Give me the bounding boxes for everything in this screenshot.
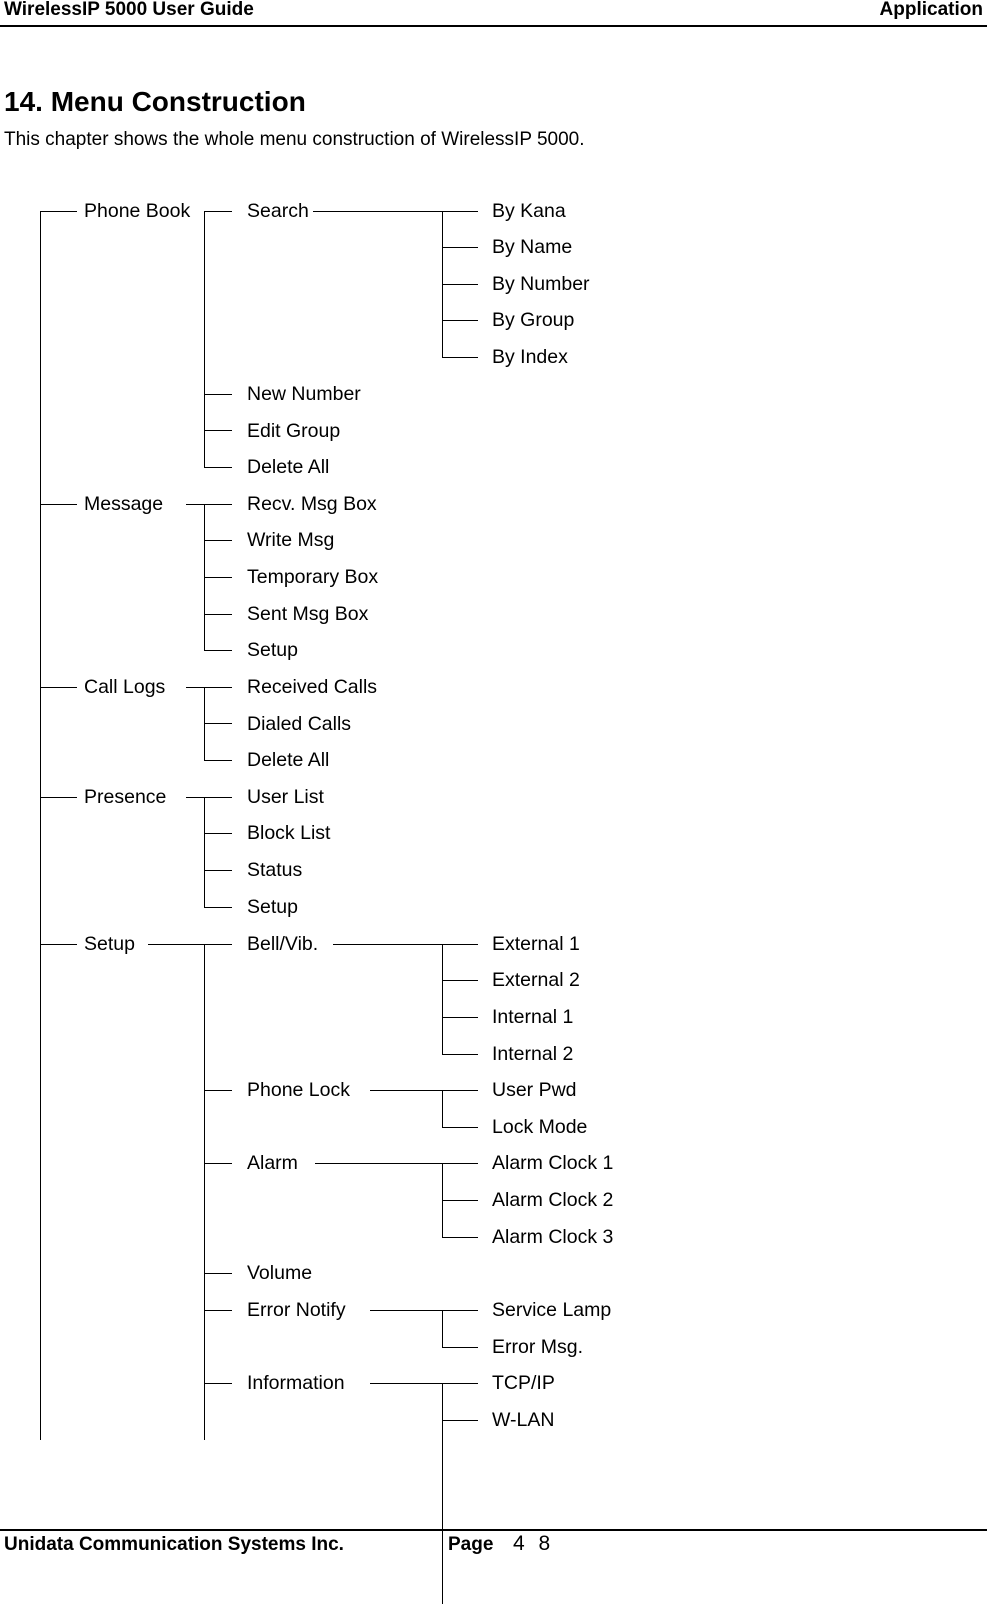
connector [204,760,232,761]
connector [204,650,232,651]
connector [370,1090,478,1091]
chapter-intro: This chapter shows the whole menu construction of WirelessIP 5000. [4,129,585,150]
connector [40,211,77,212]
menu-received-calls: Received Calls [247,676,378,698]
menu-w-lan: W-LAN [492,1409,555,1431]
connector [315,1163,478,1164]
trunk-phonebook [204,211,205,467]
menu-write-msg: Write Msg [247,529,335,551]
menu-message-setup: Setup [247,639,298,661]
connector [148,944,232,945]
menu-by-number: By Number [492,273,590,295]
menu-search: Search [247,200,309,222]
trunk-bell [442,944,443,1054]
connector [40,944,77,945]
footer-company: Unidata Communication Systems Inc. [4,1534,344,1555]
menu-setup: Setup [84,933,135,955]
menu-sent-msg-box: Sent Msg Box [247,603,369,625]
menu-temporary-box: Temporary Box [247,566,379,588]
menu-message: Message [84,493,164,515]
menu-external-1: External 1 [492,933,580,955]
connector [204,1090,232,1091]
connector [442,1054,478,1055]
connector [442,211,478,212]
connector [333,944,478,945]
trunk-error [442,1310,443,1347]
connector [40,504,77,505]
menu-error-msg: Error Msg. [492,1336,584,1358]
connector [204,430,232,431]
footer-page-label: Page [448,1534,494,1555]
connector [204,1163,232,1164]
menu-alarm-clock-1: Alarm Clock 1 [492,1152,614,1174]
chapter-title: 14. Menu Construction [4,86,306,117]
menu-service-lamp: Service Lamp [492,1299,612,1321]
menu-user-list: User List [247,786,324,808]
connector [204,540,232,541]
menu-external-2: External 2 [492,969,580,991]
connector [442,1200,478,1201]
connector [204,1310,232,1311]
connector [40,687,77,688]
trunk-l1 [40,211,41,1440]
connector [313,211,443,212]
connector [204,870,232,871]
connector [442,980,478,981]
connector [370,1310,478,1311]
menu-presence-setup: Setup [247,896,298,918]
connector [204,614,232,615]
menu-recv-msg-box: Recv. Msg Box [247,493,377,515]
connector [186,797,232,798]
connector [442,1127,478,1128]
page-number: 4 8 [513,1532,555,1555]
menu-alarm-clock-3: Alarm Clock 3 [492,1226,614,1248]
menu-by-name: By Name [492,236,573,258]
menu-internal-1: Internal 1 [492,1006,574,1028]
footer-rule [0,1529,987,1531]
connector [204,1383,232,1384]
connector [442,284,478,285]
connector [40,797,77,798]
menu-new-number: New Number [247,383,361,405]
menu-phone-book: Phone Book [84,200,191,222]
menu-alarm-clock-2: Alarm Clock 2 [492,1189,614,1211]
connector [442,1347,478,1348]
connector [204,907,232,908]
menu-error-notify: Error Notify [247,1299,346,1321]
connector [204,394,232,395]
menu-volume: Volume [247,1262,313,1284]
header-title: WirelessIP 5000 User Guide [4,0,254,20]
menu-tcp-ip: TCP/IP [492,1372,555,1394]
menu-by-kana: By Kana [492,200,566,222]
menu-presence: Presence [84,786,167,808]
connector [204,467,232,468]
trunk-info [442,1383,443,1604]
connector [204,211,232,212]
menu-dialed-calls: Dialed Calls [247,713,352,735]
connector [370,1383,478,1384]
connector [442,1237,478,1238]
connector [442,1420,478,1421]
menu-alarm: Alarm [247,1152,298,1174]
menu-call-logs: Call Logs [84,676,166,698]
connector [442,247,478,248]
menu-status: Status [247,859,303,881]
connector [204,833,232,834]
connector [442,320,478,321]
connector [186,687,232,688]
connector [204,723,232,724]
trunk-setup [204,944,205,1440]
menu-phone-lock: Phone Lock [247,1079,350,1101]
connector [204,577,232,578]
menu-internal-2: Internal 2 [492,1043,574,1065]
menu-edit-group: Edit Group [247,420,341,442]
trunk-presence [204,797,205,907]
menu-delete-all: Delete All [247,456,330,478]
menu-by-group: By Group [492,309,575,331]
connector [442,357,478,358]
header-section: Application [879,0,983,20]
trunk-lock [442,1090,443,1127]
menu-user-pwd: User Pwd [492,1079,577,1101]
connector [186,504,232,505]
connector [442,1017,478,1018]
menu-by-index: By Index [492,346,568,368]
menu-information: Information [247,1372,345,1394]
menu-calllogs-delete-all: Delete All [247,749,330,771]
header-rule [0,25,987,27]
menu-bell-vib: Bell/Vib. [247,933,319,955]
menu-block-list: Block List [247,822,331,844]
connector [204,1273,232,1274]
menu-lock-mode: Lock Mode [492,1116,588,1138]
